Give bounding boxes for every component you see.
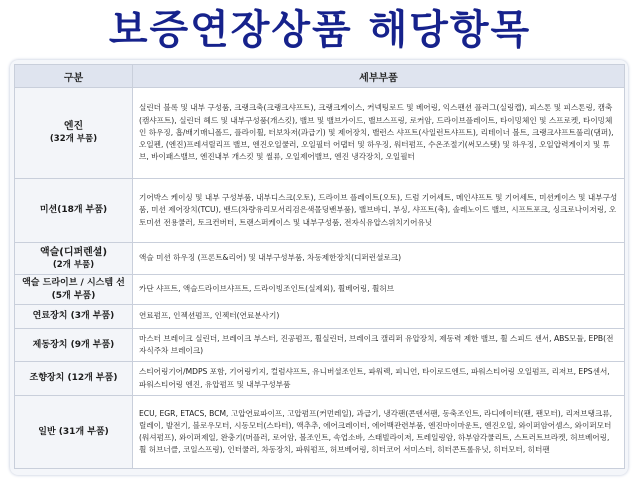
category-name: 연료장치 [32, 311, 68, 321]
header-category: 구분 [15, 65, 133, 88]
table-header-row [15, 65, 625, 88]
category-count: (3개 부품) [70, 311, 115, 321]
table-row [15, 88, 625, 179]
category-cell [15, 305, 133, 329]
category-name: 엔진 [63, 121, 84, 132]
category-cell [15, 362, 133, 396]
table-row [15, 179, 625, 243]
category-count: (5개 부품) [51, 290, 96, 301]
category-cell [15, 243, 133, 275]
category-cell [15, 329, 133, 362]
category-count: (12개 부품) [67, 373, 118, 383]
parts-cell: 액슬 미션 하우징 (프론트&리어) 및 내부구성부품, 차동제한장치(디퍼런셜로크) [133, 243, 625, 275]
table-row [15, 329, 625, 362]
table-row [15, 362, 625, 396]
parts-cell: 스티어링기어/MDPS 포함, 기어링키지, 컬럼샤프트, 유니버셜조인트, 파워렉, 피니언, 타이로드엔드, 파워스티어링 오일펌프, 리저브, EPS센서, 파워스티어링 엔진, 유압펌프 및 내부구성부품 [133, 362, 625, 396]
category-name: 액슬(디퍼렌셜) [39, 246, 108, 258]
parts-cell: 마스터 브레이크 실린더, 브레이크 부스터, 진공펌프, 휠실린더, 브레이크 캘리퍼 유압장치, 제동력 제한 밸브, 휠 스피드 센서, ABS모듈, EPB(전자식주차 브레이크) [133, 329, 625, 362]
category-name: 조향장치 [29, 373, 65, 383]
category-name: 제동장치 [32, 339, 68, 350]
page-title: 보증연장상품 해당항목 [108, 7, 532, 53]
warranty-parts-table [14, 64, 625, 469]
table-row [15, 275, 625, 305]
category-name: 일반 [38, 426, 56, 437]
category-cell [15, 396, 133, 469]
warranty-parts-panel [10, 60, 628, 475]
category-count: (31개 부품) [58, 426, 109, 437]
category-name: 미션 [39, 205, 58, 215]
parts-cell: 실린더 블록 및 내부 구성품, 크랭크축(크랭크샤프트), 크랭크케이스, 커넥팅로드 및 베어링, 익스팬션 플러그(실링캡), 피스톤 및 피스톤링, 캠축(캠샤프트), 실린더 헤드 및 내부구성품(개스킷), 밸브 및 밸브가이드, 밸브스프링, 로커암, 드라이브플레이트, 타이밍체인 및 스프로켓, 타이밍체인 하우징, 흡/배기매니폴드, 플라이휠, 터보차저(과급기) 및 제어장치, 밸런스 샤프트(사일런트샤프트), 리테이너 볼트, 크랭크샤프트풀리(댐퍼), 오일펜, (엔진)프레셔릴리프 밸브, 엔진오일쿨러, 오일필터 어댑터 및 하우징, 워터펌프, 수온조절기(써모스탯) 및 하우징, 오일압력게이지 및 튜브, 바이패스밸브, 엔진내부 개스킷 및 씰류, 오일제어밸브, 엔진 냉각장치, 오일필터 [133, 88, 625, 179]
category-count: (2개 부품) [52, 259, 95, 270]
parts-cell: ECU, EGR, ETACS, BCM, 고압연료파이프, 고압펌프(커먼레일), 과급기, 냉각팬(콘덴서팬, 동축조인트, 라디에이터(팬, 팬모터), 리저브탱크류, 릴레이, 발전기, 블로우모터, 시동모터(스타터), 액추추, 에어크레이터, 에어백관련부품, 엔진마이마운트, 엔진오일, 와이퍼암어셈스, 와이퍼모터(워셔펌프), 와이퍼제일, 완충기(머플러, 로어암, 볼조인트, 속업소바, 스태빌라이저, 트레일링암, 하부암각쿨리트, 스트러트브라켓, 허브베어링, 휠 허브너클, 코일스프링), 인터쿨러, 차동장치, 파워펌프, 허브베어링, 히터코어 서미스터, 히터콘트롤유닛, 히터모터, 히터팬 [133, 396, 625, 469]
table-row [15, 305, 625, 329]
category-count: (32개 부품) [49, 134, 98, 144]
category-cell [15, 88, 133, 179]
table-row [15, 396, 625, 469]
header-parts: 세부부품 [133, 65, 625, 88]
parts-cell: 연료펌프, 인젝션펌프, 인젝터(연료분사기) [133, 305, 625, 329]
parts-cell: 기어박스 케이싱 및 내부 구성부품, 내부디스크(오토), 드라이브 플레이트(오토), 드럼 기어세트, 메인샤프트 및 기어세트, 미션케이스 및 내부구성품, 미션 제어장치(TCU), 밴드(차량유리모서리검은색몰딩밴부품), 밸브바디, 부싱, 샤프트(축), 솔레노이드 밸브, 시프트포크, 싱크로나이저링, 오토미션 전용쿨러, 토크컨버터, 트랜스퍼케이스 및 내부구성품, 전자식유압스위치기어유닛 [133, 179, 625, 243]
category-cell [15, 275, 133, 305]
category-count: (9개 부품) [70, 339, 115, 350]
table-row [15, 243, 625, 275]
category-count: (18개 부품) [57, 205, 108, 215]
category-name: 액슬 드라이브 / 시스템 선 [22, 277, 125, 288]
category-cell [15, 179, 133, 243]
parts-cell: 카단 샤프트, 액슬드라이브샤프트, 드라이빙조인트(실제외), 휠베어링, 휠허브 [133, 275, 625, 305]
